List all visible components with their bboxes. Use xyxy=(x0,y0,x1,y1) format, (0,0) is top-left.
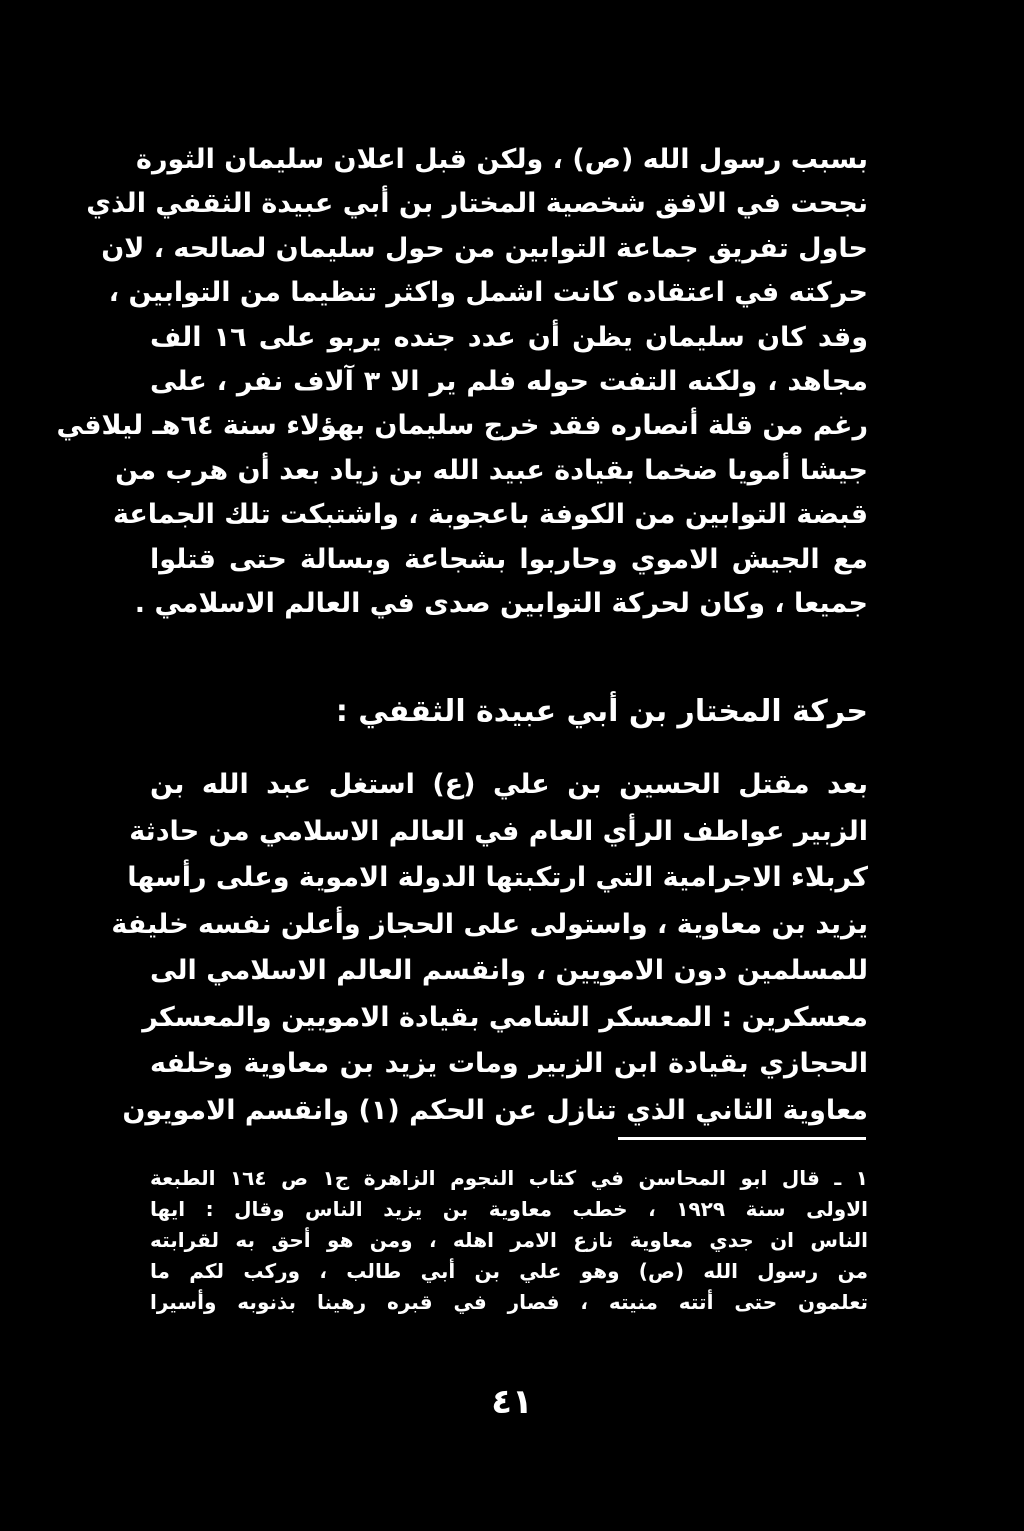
text-line: حاول تفريق جماعة التوابين من حول سليمان لصالحه ، لان xyxy=(101,232,868,264)
footnote-line: ١ ـ قال ابو المحاسن في كتاب النجوم الزاهرة ج١ ص ١٦٤ الطبعة xyxy=(150,1166,868,1190)
text-line: وقد كان سليمان يظن أن عدد جنده يربو على ١٦ الف xyxy=(150,321,868,353)
footnote-line: تعلمون حتى أتته منيته ، فصار في قبره رهينا بذنوبه وأسيرا xyxy=(150,1290,868,1314)
footnote-line: من رسول الله (ص) وهو علي بن أبي طالب ، وركب لكم ما xyxy=(150,1259,868,1283)
text-line: كربلاء الاجرامية التي ارتكبتها الدولة الاموية وعلى رأسها xyxy=(127,862,868,893)
text-line: الزبير عواطف الرأي العام في العالم الاسلامي من حادثة xyxy=(129,815,868,847)
section-heading: حركة المختار بن أبي عبيدة الثقفي : xyxy=(335,694,868,729)
footnote-line: الناس ان جدي معاوية نازع الامر اهله ، ومن هو أحق به لقرابته xyxy=(150,1228,868,1252)
text-line: حركته في اعتقاده كانت اشمل واكثر تنظيما من التوابين ، xyxy=(108,277,868,309)
text-line: يزيد بن معاوية ، واستولى على الحجاز وأعلن نفسه خليفة xyxy=(111,908,868,940)
text-line: معاوية الثاني الذي تنازل عن الحكم (١) وانقسم الامويون xyxy=(122,1094,868,1126)
footnotes xyxy=(150,1163,868,1318)
text-line: مجاهد ، ولكنه التفت حوله فلم ير الا ٣ آلاف نفر ، على xyxy=(150,365,868,397)
paragraph-mukhtar-intro xyxy=(111,762,868,1134)
footnote-line: الاولى سنة ١٩٢٩ ، خطب معاوية بن يزيد الناس وقال : ايها xyxy=(150,1197,868,1221)
text-line: مع الجيش الاموي وحاربوا بشجاعة وبسالة حتى قتلوا xyxy=(150,543,868,575)
footnote-separator xyxy=(618,1137,866,1140)
text-line: الحجازي بقيادة ابن الزبير ومات يزيد بن معاوية وخلفه xyxy=(150,1048,868,1079)
text-line: نجحت في الافق شخصية المختار بن أبي عبيدة الثقفي الذي xyxy=(86,188,868,220)
text-line: بسبب رسول الله (ص) ، ولكن قبل اعلان سليمان الثورة xyxy=(136,144,868,175)
text-line: جميعا ، وكان لحركة التوابين صدى في العالم الاسلامي . xyxy=(134,587,868,619)
text-line: للمسلمين دون الامويين ، وانقسم العالم الاسلامي الى xyxy=(150,955,868,986)
page-number: ٤١ xyxy=(491,1382,533,1422)
text-line: معسكرين : المعسكر الشامي بقيادة الامويين والمعسكر xyxy=(142,1001,868,1033)
text-line: بعد مقتل الحسين بن علي (ع) استغل عبد الله بن xyxy=(150,769,868,800)
text-line: رغم من قلة أنصاره فقد خرج سليمان بهؤلاء سنة ٦٤هـ ليلاقي xyxy=(56,410,868,442)
text-line: قبضة التوابين من الكوفة باعجوبة ، واشتبكت تلك الجماعة xyxy=(112,499,868,531)
text-line: جيشا أمويا ضخما بقيادة عبيد الله بن زياد بعد أن هرب من xyxy=(115,454,868,486)
paragraph-toward-tawwabin xyxy=(56,138,868,626)
